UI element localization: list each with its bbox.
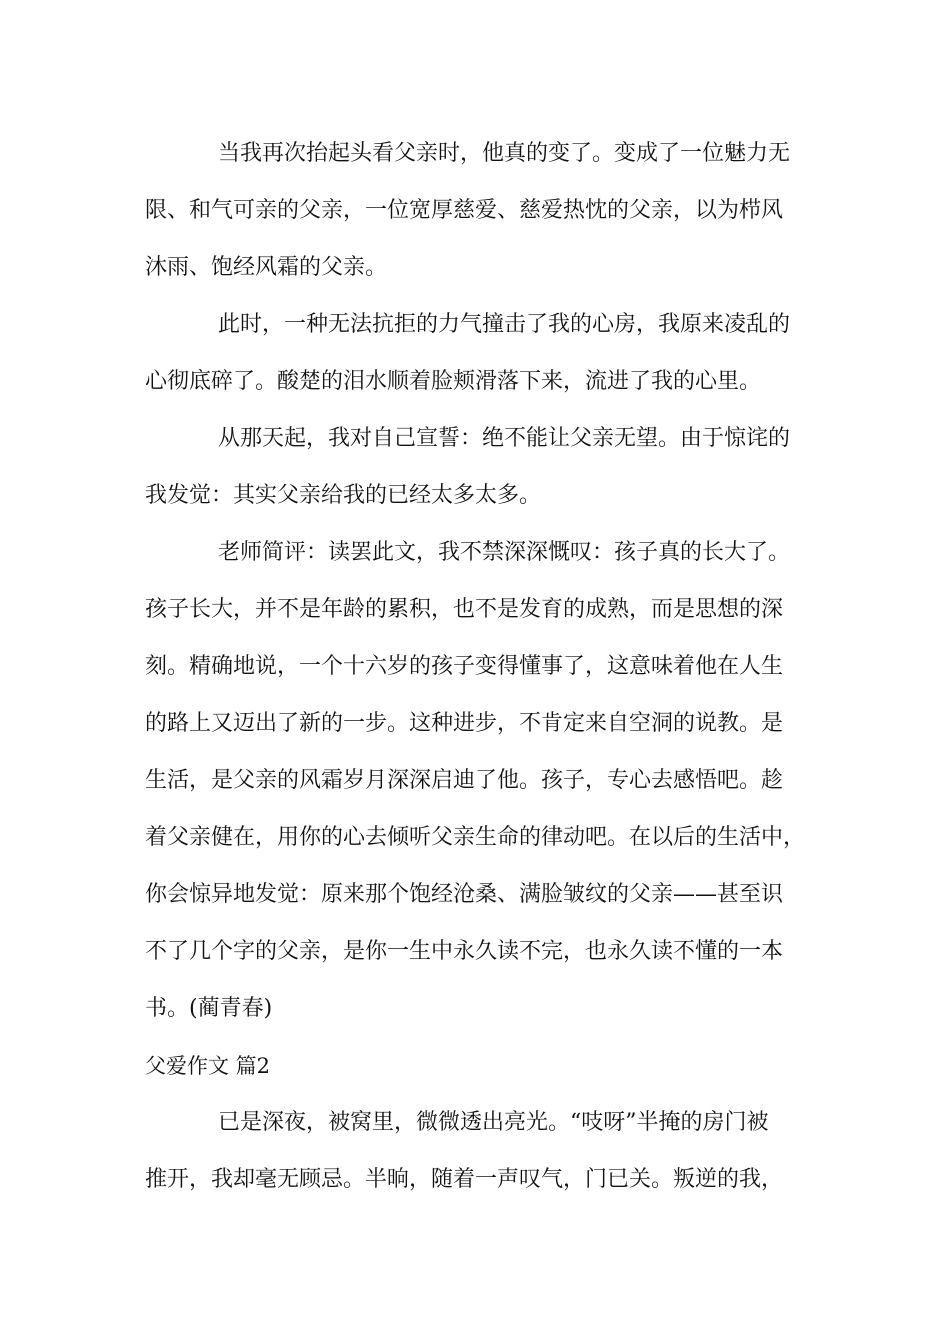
paragraph-4-line-5: 生活，是父亲的风霜岁月深深启迪了他。孩子，专心去感悟吧。趁	[145, 768, 784, 793]
paragraph-4-line-4: 的路上又迈出了新的一步。这种进步，不肯定来自空洞的说教。是	[145, 711, 784, 736]
paragraph-5-line-2: 推开，我却毫无顾忌。半晌，随着一声叹气，门已关。叛逆的我，	[145, 1167, 784, 1192]
paragraph-3-line-2: 我发觉：其实父亲给我的已经太多太多。	[145, 483, 542, 508]
paragraph-4-line-8: 不了几个字的父亲，是你一生中永久读不完，也永久读不懂的一本	[145, 939, 784, 964]
paragraph-4-line-9: 书。(蔺青春)	[145, 996, 273, 1021]
paragraph-1-line-1: 当我再次抬起头看父亲时，他真的变了。变成了一位魅力无	[218, 141, 791, 166]
paragraph-4-line-3: 刻。精确地说，一个十六岁的孩子变得懂事了，这意味着他在人生	[145, 654, 784, 679]
section-heading: 父爱作文 篇2	[145, 1054, 271, 1078]
paragraph-4-line-2: 孩子长大，并不是年龄的累积，也不是发育的成熟，而是思想的深	[145, 597, 784, 622]
paragraph-2-line-1: 此时，一种无法抗拒的力气撞击了我的心房，我原来凌乱的	[218, 312, 791, 337]
paragraph-4-line-6: 着父亲健在，用你的心去倾听父亲生命的律动吧。在以后的生活中，	[145, 825, 806, 850]
paragraph-4-line-7: 你会惊异地发觉：原来那个饱经沧桑、满脸皱纹的父亲——甚至识	[145, 882, 784, 907]
paragraph-4-line-1: 老师简评：读罢此文，我不禁深深慨叹：孩子真的长大了。	[218, 540, 791, 565]
paragraph-5-line-1: 已是深夜，被窝里，微微透出亮光。“吱呀”半掩的房门被	[218, 1110, 769, 1135]
paragraph-1-line-3: 沐雨、饱经风霜的父亲。	[145, 255, 388, 280]
paragraph-1-line-2: 限、和气可亲的父亲，一位宽厚慈爱、慈爱热忱的父亲，以为栉风	[145, 198, 784, 223]
paragraph-2-line-2: 心彻底碎了。酸楚的泪水顺着脸颊滑落下来，流进了我的心里。	[145, 369, 762, 394]
paragraph-3-line-1: 从那天起，我对自己宣誓：绝不能让父亲无望。由于惊诧的	[218, 426, 791, 451]
